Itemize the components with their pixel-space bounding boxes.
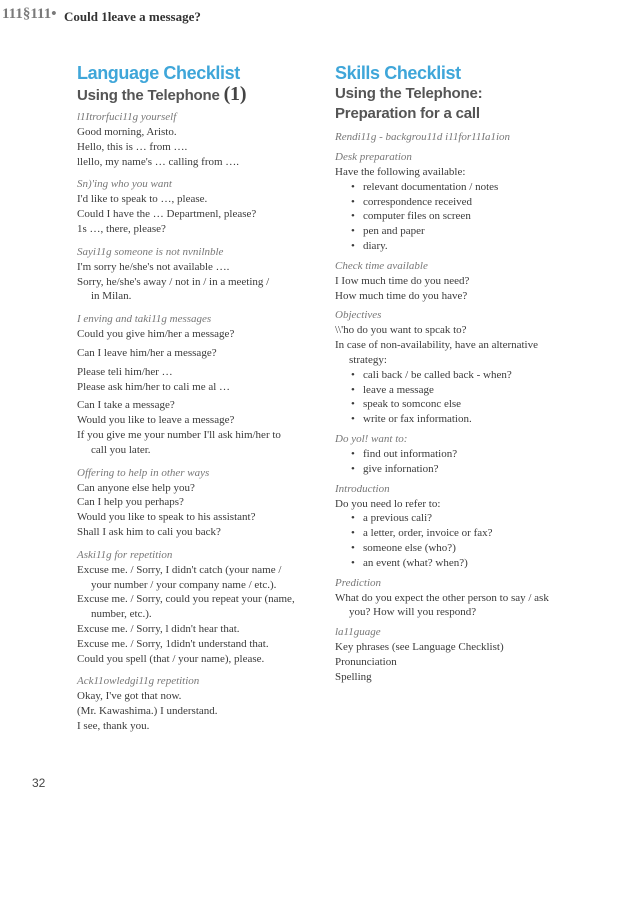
language-checklist-column: [77, 62, 317, 734]
phrase-line: call you later.: [91, 443, 151, 456]
section-heading: I enving and taki11g messages: [77, 313, 212, 326]
phrase-line: 1s …, there, please?: [77, 222, 166, 235]
section-heading: l1Itrorfuci11g yourself: [77, 111, 177, 123]
phrase-line: If you give me your number I'll ask him/her to: [77, 428, 281, 441]
subtitle-number: (1): [223, 83, 247, 105]
bullet-item: [335, 195, 625, 210]
section-heading: Objectives: [335, 309, 382, 322]
phrase-line: Could you give him/her a message?: [77, 328, 235, 341]
phrase-line: Would you like to leave a message?: [77, 414, 235, 427]
bullet-text: speak to somconc else: [363, 398, 462, 411]
phrase-line: Spelling: [335, 670, 372, 683]
bullet-item: [335, 462, 625, 477]
section-heading: la11guage: [335, 626, 381, 639]
checklist-section: [335, 259, 625, 304]
bullet-icon: •: [351, 368, 355, 381]
phrase-line: (Mr. Kawashima.) I understand.: [77, 705, 218, 718]
bullet-text: someone else (who?): [363, 541, 456, 554]
phrase-line: Have the following available:: [335, 166, 466, 178]
section-heading: Ack11owledgi11g repetition: [77, 675, 200, 688]
phrase-line: Excuse me. / Sorry, l didn't hear that.: [77, 622, 240, 635]
phrase-line: your number / your company name / etc.).: [91, 578, 277, 591]
checklist-section: [77, 466, 317, 540]
phrase-line: Could I have the … Departmenl, please?: [77, 208, 257, 221]
bullet-item: [335, 180, 625, 195]
bullet-text: find out information?: [363, 447, 458, 460]
bullet-text: cali back / be called back - when?: [363, 368, 512, 381]
phrase-line: llello, my name's … calling from ….: [77, 155, 240, 168]
bullet-text: a previous cali?: [363, 512, 433, 525]
checklist-section: [77, 548, 317, 667]
phrase-line: Excuse me. / Sorry, I didn't catch (your name /: [77, 563, 282, 576]
phrase-line: in Milan.: [91, 290, 132, 303]
skills-checklist-subtitle-2: Preparation for a call: [335, 105, 480, 122]
bullet-icon: •: [351, 239, 355, 252]
section-heading: Offering to help in other ways: [77, 466, 210, 479]
phrase-line: Shall I ask him to cali you back?: [77, 525, 221, 538]
bullet-icon: •: [351, 462, 355, 475]
phrase-line: Excuse me. / Sorry, 1didn't understand that.: [77, 637, 269, 650]
phrase-line: Would you like to speak to his assistant?: [77, 511, 256, 524]
bullet-icon: •: [351, 556, 355, 569]
bullet-item: [335, 224, 625, 239]
skills-checklist-title: Skills Checklist: [335, 63, 461, 83]
phrase-line: strategy:: [349, 353, 387, 366]
bullet-icon: •: [351, 398, 355, 411]
section-heading: Do yol! want to:: [335, 432, 408, 445]
phrase-line: Okay, I've got that now.: [77, 690, 182, 703]
checklist-section: [77, 674, 317, 733]
checklist-section: [77, 177, 317, 236]
language-sections: [77, 110, 317, 734]
bullet-item: [335, 368, 625, 383]
bullet-text: leave a message: [363, 383, 434, 396]
checklist-section: [335, 625, 625, 684]
phrase-line: Sorry, he/she's away / not in / in a meeting /: [77, 275, 270, 288]
section-heading: Desk preparation: [335, 151, 412, 163]
bullet-item: [335, 556, 625, 571]
phrase-line: What do you expect the other person to say / ask: [335, 591, 549, 604]
checklist-section: [335, 482, 625, 571]
phrase-line: Hello, this is … from ….: [77, 140, 188, 153]
phrase-line: you? How will you respond?: [349, 606, 477, 619]
section-heading: Sayi11g someone is not nvnilnble: [77, 245, 224, 258]
bullet-text: write or fax information.: [363, 413, 472, 426]
phrase-line: Could you spell (that / your name), please.: [77, 652, 265, 665]
page-header: [0, 0, 638, 32]
checklist-section: [77, 110, 317, 169]
bullet-text: relevant documentation / notes: [363, 180, 499, 193]
bullet-item: [335, 447, 625, 462]
bullet-icon: •: [351, 447, 355, 460]
skills-checklist-column: [335, 62, 625, 685]
bullet-icon: •: [351, 180, 355, 193]
phrase-line: Can I take a message?: [77, 399, 175, 412]
phrase-line: How much time do you have?: [335, 289, 468, 302]
bullet-item: [335, 239, 625, 254]
bullet-icon: •: [351, 541, 355, 554]
header-mark: 111§111•: [2, 6, 57, 22]
language-checklist-subtitle: [77, 84, 317, 106]
phrase-line: Key phrases (see Language Checklist): [335, 641, 504, 654]
bullet-text: pen and paper: [363, 225, 425, 238]
phrase-line: I'd like to speak to …, please.: [77, 193, 208, 206]
bullet-text: give infornation?: [363, 462, 439, 475]
checklist-section: [335, 130, 625, 145]
bullet-item: [335, 526, 625, 541]
bullet-icon: •: [351, 195, 355, 208]
bullet-text: computer files on screen: [363, 210, 471, 223]
checklist-section: [335, 150, 625, 254]
phrase-line: Can I help you perhaps?: [77, 496, 184, 509]
bullet-item: [335, 412, 625, 427]
phrase-line: \\'ho do you want to spcak to?: [335, 324, 467, 337]
bullet-item: [335, 511, 625, 526]
phrase-line: Can I leave him/her a message?: [77, 346, 217, 359]
checklist-section: [335, 576, 625, 621]
phrase-line: Can anyone else help you?: [77, 481, 195, 494]
phrase-line: Please teli him/her …: [77, 365, 173, 378]
section-heading: Aski11g for repetition: [77, 548, 173, 561]
phrase-line: I'm sorry he/she's not available ….: [77, 260, 230, 273]
phrase-line: Please ask him/her to cali me al …: [77, 380, 231, 393]
checklist-section: [335, 432, 625, 477]
bullet-item: [335, 209, 625, 224]
phrase-line: Good morning, Aristo.: [77, 126, 177, 138]
bullet-text: diary.: [363, 239, 388, 252]
bullet-text: an event (what? when?): [363, 556, 468, 569]
phrase-line: Excuse me. / Sorry, could you repeat your (name,: [77, 593, 295, 606]
section-heading: Prediction: [335, 576, 382, 589]
bullet-item: [335, 383, 625, 398]
checklist-section: [77, 312, 317, 457]
phrase-line: In case of non-availability, have an alternative: [335, 339, 539, 352]
phrase-line: number, etc.).: [91, 608, 152, 621]
section-heading: Sn)'ing who you want: [77, 178, 172, 191]
phrase-line: I Iow much time do you need?: [335, 274, 470, 287]
bullet-icon: •: [351, 210, 355, 223]
bullet-text: correspondence received: [363, 195, 473, 208]
bullet-icon: •: [351, 383, 355, 396]
bullet-icon: •: [351, 225, 355, 238]
bullet-icon: •: [351, 527, 355, 540]
section-heading: Introduction: [335, 482, 390, 495]
checklist-section: [335, 308, 625, 427]
phrase-line: I see, thank you.: [77, 719, 150, 732]
bullet-text: a letter, order, invoice or fax?: [363, 527, 493, 540]
bullet-icon: •: [351, 413, 355, 426]
bullet-item: [335, 541, 625, 556]
checklist-section: [77, 245, 317, 304]
language-checklist-title: Language Checklist: [77, 63, 240, 83]
phrase-line: Pronunciation: [335, 655, 397, 668]
subtitle-text: Using the Telephone: [77, 87, 220, 104]
header-title: Could 1leave a message?: [64, 9, 201, 24]
phrase-line: Do you need lo refer to:: [335, 497, 441, 510]
page-number: 32: [32, 776, 46, 790]
bullet-icon: •: [351, 512, 355, 525]
skills-checklist-subtitle-1: Using the Telephone:: [335, 85, 483, 102]
section-heading: Check time available: [335, 259, 428, 272]
skills-sections: [335, 130, 625, 685]
section-heading: Rendi11g - backgrou11d i11for11Ia1ion: [335, 131, 511, 143]
bullet-item: [335, 397, 625, 412]
